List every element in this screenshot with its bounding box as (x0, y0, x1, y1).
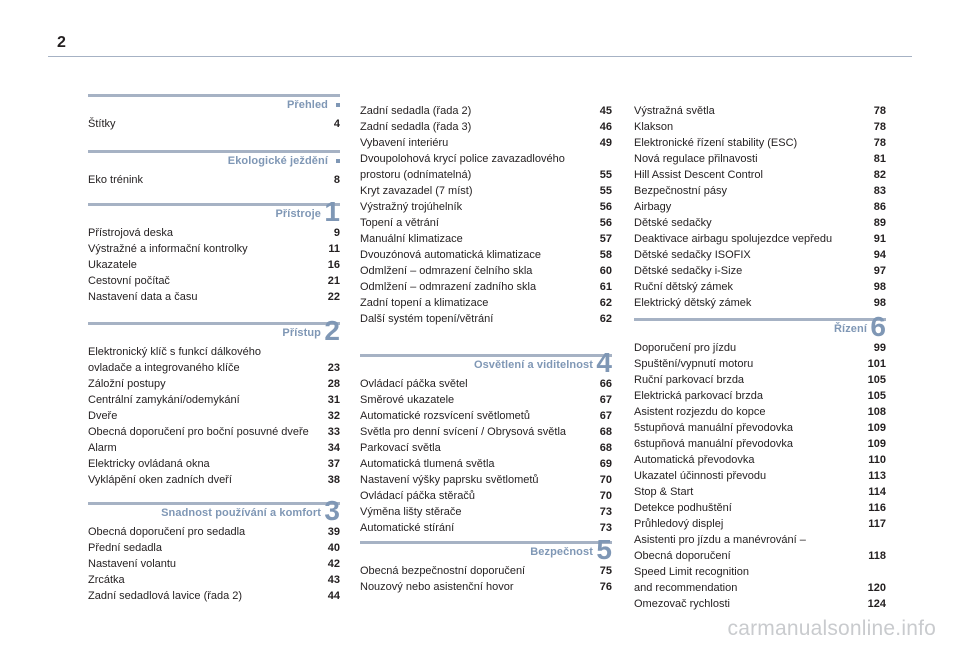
toc-entry[interactable] (88, 588, 340, 604)
entry-label: Směrové ukazatele (360, 394, 455, 406)
entry-label: Vyklápění oken zadních dveří (88, 474, 232, 486)
entry-label: Asistenti pro jízdu a manévrování – Obecná doporučení (634, 534, 806, 562)
entry-page-number: 38 (327, 474, 340, 486)
toc-entry[interactable] (634, 295, 886, 311)
section-header (88, 150, 340, 170)
entry-page-number: 9 (333, 227, 340, 239)
entry-page-number: 16 (327, 259, 340, 271)
entry-list (634, 103, 886, 311)
toc-entry[interactable] (360, 520, 612, 536)
entry-page-number: 66 (599, 378, 612, 390)
toc-entry[interactable] (88, 440, 340, 456)
entry-page-number: 83 (873, 185, 886, 197)
entry-page-number: 98 (873, 281, 886, 293)
entry-page-number: 86 (873, 201, 886, 213)
entry-label: Ovládací páčka stěračů (360, 490, 475, 502)
toc-entry[interactable] (88, 408, 340, 424)
section-header (360, 347, 612, 378)
entry-page-number: 78 (873, 121, 886, 133)
toc-entry[interactable] (634, 167, 886, 183)
entry-page-number: 89 (873, 217, 886, 229)
section-header (634, 311, 886, 342)
toc-entry[interactable] (88, 424, 340, 440)
toc-entry[interactable] (360, 440, 612, 456)
entry-page-number: 61 (599, 281, 612, 293)
toc-section (88, 94, 340, 132)
toc-entry[interactable] (634, 119, 886, 135)
section-header (88, 94, 340, 114)
entry-label: Průhledový displej (634, 518, 724, 530)
entry-page-number: 113 (868, 470, 886, 482)
toc-entry[interactable] (634, 564, 886, 596)
entry-label: Ruční dětský zámek (634, 281, 734, 293)
entry-label: Nová regulace přilnavosti (634, 153, 758, 165)
section-header (360, 534, 612, 565)
entry-page-number: 55 (599, 169, 612, 181)
page-number: 2 (57, 34, 66, 51)
toc-entry[interactable] (88, 392, 340, 408)
toc-entry[interactable] (88, 540, 340, 556)
toc-entry[interactable] (360, 279, 612, 295)
toc-entry[interactable] (360, 488, 612, 504)
entry-label: Elektrická parkovací brzda (634, 390, 763, 402)
section-rule (88, 203, 340, 206)
section-rule (360, 354, 612, 357)
chapter-number: 5 (596, 534, 612, 565)
entry-page-number: 62 (599, 313, 612, 325)
toc-entry[interactable] (634, 183, 886, 199)
toc-entry[interactable] (360, 119, 612, 135)
entry-list (88, 172, 340, 188)
chapter-number: 2 (324, 315, 340, 346)
toc-entry[interactable] (634, 436, 886, 452)
entry-label: Nouzový nebo asistenční hovor (360, 581, 514, 593)
toc-entry[interactable] (88, 273, 340, 289)
entry-label: Ukazatele (88, 259, 137, 271)
entry-label: Doporučení pro jízdu (634, 342, 737, 354)
entry-label: Cestovní počítač (88, 275, 170, 287)
toc-entry[interactable] (634, 388, 886, 404)
entry-page-number: 78 (873, 105, 886, 117)
entry-label: Obecná doporučení pro sedadla (88, 526, 246, 538)
toc-entry[interactable] (360, 472, 612, 488)
toc-section (360, 347, 612, 536)
entry-page-number: 8 (333, 174, 340, 186)
entry-label: Asistent rozjezdu do kopce (634, 406, 766, 418)
entry-page-number: 11 (328, 243, 340, 255)
toc-entry[interactable] (634, 484, 886, 500)
section-header (88, 315, 340, 346)
toc-entry[interactable] (634, 135, 886, 151)
entry-page-number: 55 (599, 185, 612, 197)
toc-entry[interactable] (360, 311, 612, 327)
entry-label: Airbagy (634, 201, 672, 213)
entry-label: Elektronický klíč s funkcí dálkového ovladače a integrovaného klíče (88, 346, 262, 374)
toc-entry[interactable] (360, 263, 612, 279)
entry-label: Klakson (634, 121, 674, 133)
toc-entry[interactable] (88, 472, 340, 488)
section-rule (634, 318, 886, 321)
toc-section (360, 534, 612, 595)
section-title: Snadnost používání a komfort (161, 507, 321, 519)
entry-list (360, 103, 612, 327)
entry-page-number: 67 (599, 410, 612, 422)
toc-entry[interactable] (634, 372, 886, 388)
entry-label: Odmlžení – odmrazení čelního skla (360, 265, 533, 277)
entry-page-number: 110 (868, 454, 886, 466)
entry-page-number: 22 (327, 291, 340, 303)
entry-label: Záložní postupy (88, 378, 166, 390)
toc-entry[interactable] (360, 504, 612, 520)
toc-entry[interactable] (88, 257, 340, 273)
entry-label: Ovládací páčka světel (360, 378, 468, 390)
entry-page-number: 49 (599, 137, 612, 149)
toc-entry[interactable] (88, 556, 340, 572)
entry-label: Stop & Start (634, 486, 694, 498)
section-rule (88, 94, 340, 97)
toc-entry[interactable] (634, 231, 886, 247)
chapter-number: 3 (324, 495, 340, 526)
toc-entry[interactable] (88, 225, 340, 241)
toc-entry[interactable] (88, 289, 340, 305)
toc-section (88, 196, 340, 305)
entry-label: Speed Limit recognition and recommendation (634, 566, 749, 594)
entry-list (88, 524, 340, 604)
entry-page-number: 31 (327, 394, 340, 406)
section-header (88, 495, 340, 526)
entry-page-number: 99 (873, 342, 886, 354)
entry-page-number: 46 (599, 121, 612, 133)
toc-entry[interactable] (88, 241, 340, 257)
entry-page-number: 105 (867, 390, 886, 402)
toc-entry[interactable] (360, 199, 612, 215)
entry-label: Parkovací světla (360, 442, 441, 454)
section-title: Přístroje (275, 208, 321, 220)
toc-entry[interactable] (634, 516, 886, 532)
toc-entry[interactable] (634, 263, 886, 279)
entry-page-number: 91 (873, 233, 886, 245)
watermark: carmanualsonline.info (727, 617, 936, 640)
entry-page-number: 45 (599, 105, 612, 117)
entry-page-number: 23 (327, 362, 340, 374)
toc-section (634, 101, 886, 311)
entry-label: Dveře (88, 410, 118, 422)
entry-label: Další systém topení/větrání (360, 313, 494, 325)
toc-entry[interactable] (634, 468, 886, 484)
section-title: Ekologické ježdění (227, 155, 328, 167)
entry-label: Dětské sedačky i-Size (634, 265, 743, 277)
entry-label: Omezovač rychlosti (634, 598, 730, 610)
toc-entry[interactable] (634, 356, 886, 372)
entry-label: 5stupňová manuální převodovka (634, 422, 793, 434)
toc-entry[interactable] (634, 279, 886, 295)
toc-entry[interactable] (88, 172, 340, 188)
entry-label: Odmlžení – odmrazení zadního skla (360, 281, 537, 293)
toc-entry[interactable] (88, 456, 340, 472)
section-title: Řízení (834, 323, 867, 335)
toc-entry[interactable] (360, 231, 612, 247)
section-rule (360, 541, 612, 544)
entry-label: Topení a větrání (360, 217, 439, 229)
entry-page-number: 82 (873, 169, 886, 181)
toc-entry[interactable] (634, 532, 886, 564)
entry-page-number: 62 (599, 297, 612, 309)
entry-page-number: 73 (599, 506, 612, 518)
square-marker-icon (336, 103, 340, 107)
entry-label: Elektrický dětský zámek (634, 297, 752, 309)
entry-list (88, 116, 340, 132)
entry-page-number: 39 (327, 526, 340, 538)
entry-label: Zrcátka (88, 574, 125, 586)
entry-label: 6stupňová manuální převodovka (634, 438, 793, 450)
entry-list (360, 563, 612, 595)
chapter-number: 6 (870, 311, 886, 342)
entry-page-number: 28 (327, 378, 340, 390)
entry-label: Výstražný trojúhelník (360, 201, 463, 213)
entry-label: Ukazatel účinnosti převodu (634, 470, 767, 482)
toc-section (360, 101, 612, 327)
entry-label: Automatické stírání (360, 522, 455, 534)
toc-entry[interactable] (360, 215, 612, 231)
toc-entry[interactable] (634, 151, 886, 167)
toc-entry[interactable] (88, 572, 340, 588)
toc-entry[interactable] (360, 135, 612, 151)
entry-label: Kryt zavazadel (7 míst) (360, 185, 473, 197)
entry-page-number: 44 (327, 590, 340, 602)
entry-label: Zadní topení a klimatizace (360, 297, 489, 309)
toc-section (634, 311, 886, 612)
chapter-number: 1 (324, 196, 340, 227)
toc-entry[interactable] (634, 340, 886, 356)
entry-label: Deaktivace airbagu spolujezdce vepředu (634, 233, 833, 245)
entry-page-number: 68 (599, 426, 612, 438)
entry-page-number: 69 (599, 458, 612, 470)
entry-label: Obecná doporučení pro boční posuvné dveře (88, 426, 309, 438)
toc-section (88, 495, 340, 604)
entry-label: Světla pro denní svícení / Obrysová světla (360, 426, 567, 438)
toc-section (88, 315, 340, 488)
chapter-number: 4 (596, 347, 612, 378)
toc-entry[interactable] (88, 376, 340, 392)
entry-page-number: 32 (327, 410, 340, 422)
entry-page-number: 68 (599, 442, 612, 454)
entry-label: Automatické rozsvícení světlometů (360, 410, 530, 422)
toc-entry[interactable] (360, 183, 612, 199)
entry-label: Elektronické řízení stability (ESC) (634, 137, 798, 149)
entry-page-number: 105 (867, 374, 886, 386)
entry-page-number: 57 (599, 233, 612, 245)
entry-list (360, 376, 612, 536)
entry-label: Štítky (88, 118, 116, 130)
entry-label: Spuštění/vypnutí motoru (634, 358, 754, 370)
entry-page-number: 109 (867, 438, 886, 450)
entry-page-number: 109 (867, 422, 886, 434)
entry-page-number: 73 (599, 522, 612, 534)
entry-label: Vybavení interiéru (360, 137, 449, 149)
entry-page-number: 37 (327, 458, 340, 470)
toc-entry[interactable] (634, 420, 886, 436)
entry-page-number: 56 (599, 201, 612, 213)
section-rule (88, 150, 340, 153)
toc-entry[interactable] (634, 103, 886, 119)
toc-entry[interactable] (634, 452, 886, 468)
entry-page-number: 34 (327, 442, 340, 454)
toc-section (88, 150, 340, 188)
entry-page-number: 75 (599, 565, 612, 577)
section-title: Osvětlení a viditelnost (473, 359, 593, 371)
entry-page-number: 4 (333, 118, 340, 130)
entry-label: Manuální klimatizace (360, 233, 463, 245)
toc-entry[interactable] (360, 408, 612, 424)
toc-entry[interactable] (360, 424, 612, 440)
toc-entry[interactable] (360, 456, 612, 472)
toc-entry[interactable] (360, 247, 612, 263)
toc-entry[interactable] (634, 199, 886, 215)
toc-entry[interactable] (634, 215, 886, 231)
entry-page-number: 101 (867, 358, 886, 370)
toc-entry[interactable] (360, 376, 612, 392)
toc-entry[interactable] (360, 151, 612, 183)
entry-label: Zadní sedadla (řada 3) (360, 121, 472, 133)
section-rule (88, 502, 340, 505)
entry-label: Přední sedadla (88, 542, 162, 554)
toc-entry[interactable] (360, 579, 612, 595)
entry-page-number: 33 (327, 426, 340, 438)
toc-entry[interactable] (634, 404, 886, 420)
entry-page-number: 21 (327, 275, 340, 287)
entry-list (88, 344, 340, 488)
entry-page-number: 120 (867, 582, 886, 594)
section-rule (88, 322, 340, 325)
entry-page-number: 97 (873, 265, 886, 277)
entry-label: Elektricky ovládaná okna (88, 458, 210, 470)
entry-label: Dětské sedačky ISOFIX (634, 249, 751, 261)
entry-label: Nastavení výšky paprsku světlometů (360, 474, 539, 486)
entry-label: Dvoupolohová krycí police zavazadlového prostoru (odnímatelná) (360, 153, 565, 181)
entry-page-number: 108 (867, 406, 886, 418)
toc-entry[interactable] (360, 295, 612, 311)
entry-page-number: 70 (599, 490, 612, 502)
entry-page-number: 56 (599, 217, 612, 229)
section-title: Přehled (286, 99, 328, 111)
entry-label: Ruční parkovací brzda (634, 374, 745, 386)
entry-label: Automatická převodovka (634, 454, 755, 466)
top-rule (48, 56, 912, 57)
entry-label: Hill Assist Descent Control (634, 169, 763, 181)
entry-label: Centrální zamykání/odemykání (88, 394, 240, 406)
toc-entry[interactable] (88, 116, 340, 132)
section-header (88, 196, 340, 227)
entry-label: Eko trénink (88, 174, 144, 186)
entry-page-number: 116 (868, 502, 886, 514)
entry-label: Výstražná světla (634, 105, 715, 117)
entry-label: Nastavení data a času (88, 291, 198, 303)
toc-entry[interactable] (88, 344, 340, 376)
entry-label: Obecná bezpečnostní doporučení (360, 565, 526, 577)
entry-page-number: 60 (599, 265, 612, 277)
section-title: Bezpečnost (530, 546, 593, 558)
entry-page-number: 78 (873, 137, 886, 149)
entry-label: Výměna lišty stěrače (360, 506, 462, 518)
entry-page-number: 114 (868, 486, 886, 498)
entry-page-number: 124 (867, 598, 886, 610)
entry-label: Nastavení volantu (88, 558, 177, 570)
entry-label: Bezpečnostní pásy (634, 185, 727, 197)
entry-page-number: 81 (873, 153, 886, 165)
toc-entry[interactable] (360, 563, 612, 579)
entry-label: Zadní sedadlová lavice (řada 2) (88, 590, 243, 602)
toc-entry[interactable] (634, 500, 886, 516)
entry-page-number: 70 (599, 474, 612, 486)
entry-page-number: 76 (599, 581, 612, 593)
entry-page-number: 118 (868, 550, 886, 562)
entry-label: Dvouzónová automatická klimatizace (360, 249, 541, 261)
entry-label: Dětské sedačky (634, 217, 712, 229)
entry-label: Výstražné a informační kontrolky (88, 243, 248, 255)
entry-page-number: 94 (873, 249, 886, 261)
entry-label: Alarm (88, 442, 117, 454)
entry-label: Zadní sedadla (řada 2) (360, 105, 472, 117)
entry-page-number: 40 (327, 542, 340, 554)
entry-page-number: 42 (327, 558, 340, 570)
entry-label: Automatická tlumená světla (360, 458, 495, 470)
entry-label: Přístrojová deska (88, 227, 173, 239)
toc-entry[interactable] (634, 247, 886, 263)
toc-entry[interactable] (88, 524, 340, 540)
entry-page-number: 98 (873, 297, 886, 309)
square-marker-icon (336, 159, 340, 163)
entry-list (634, 340, 886, 612)
entry-page-number: 117 (868, 518, 886, 530)
entry-label: Detekce podhuštění (634, 502, 732, 514)
section-title: Přístup (282, 327, 321, 339)
entry-page-number: 58 (599, 249, 612, 261)
entry-list (88, 225, 340, 305)
entry-page-number: 67 (599, 394, 612, 406)
toc-entry[interactable] (634, 596, 886, 612)
entry-page-number: 43 (327, 574, 340, 586)
toc-entry[interactable] (360, 103, 612, 119)
toc-entry[interactable] (360, 392, 612, 408)
